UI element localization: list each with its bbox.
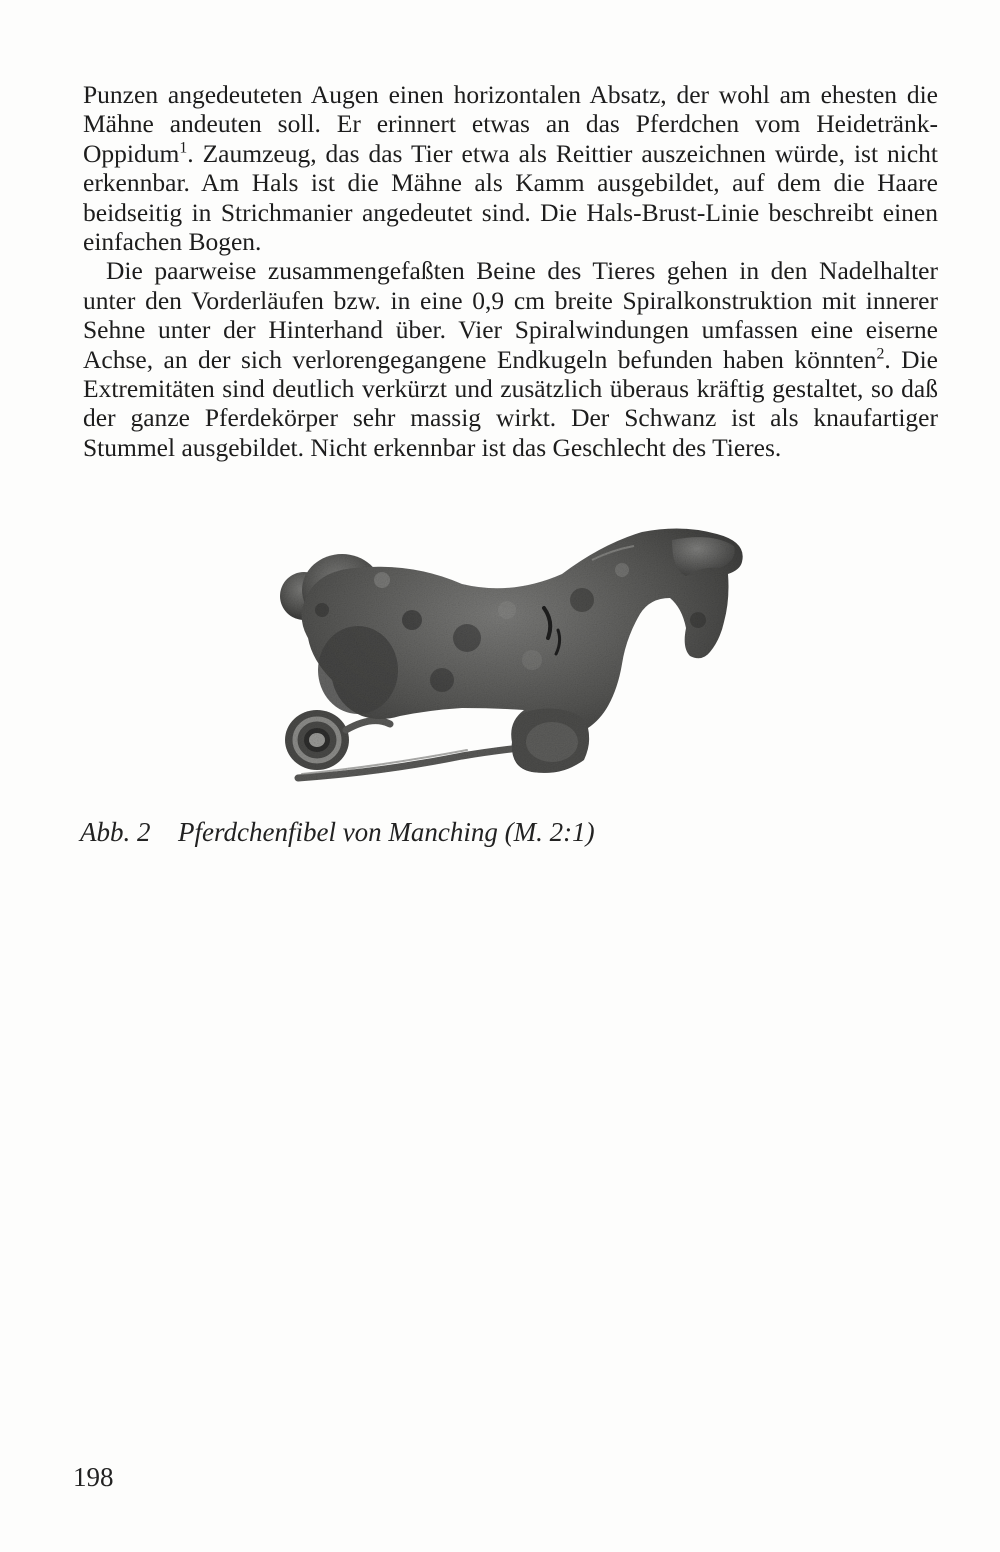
horse-fibula-illustration	[262, 510, 762, 800]
figure-caption-text: Pferdchenfibel von Manching (M. 2:1)	[178, 817, 595, 847]
footnote-marker: 1	[179, 139, 188, 157]
figure-horse-fibula-photo	[262, 510, 762, 800]
text-run: Die paarweise zusammengefaßten Beine des Tieres gehen in den Nadelhalter unter den Vorderläufen bzw. in eine 0,9 cm breite Spiralkonstruktion mit innerer Sehne unter der Hinterhand über. Vier Spiralwindungen umfassen eine eiserne Achse, an der sich verlorengegangene Endkugeln befunden haben könnten	[83, 256, 938, 374]
figure-caption	[80, 817, 595, 848]
text-run: . Zaumzeug, das das Tier etwa als Reittier auszeichnen würde, ist nicht erkennbar. Am Hals ist die Mähne als Kamm ausgebildet, auf dem die Haare beidseitig in Strichmanier angedeutet sind. Die Hals-Brust-Linie beschreibt einen einfachen Bogen.	[83, 138, 938, 257]
footnote-marker: 2	[876, 345, 885, 363]
text-run: Punzen angedeuteten Augen einen horizontalen Absatz, der wohl am ehesten die Mähne andeuten soll. Er erinnert etwas an das Pferdchen vom Heidetränk-Oppidum	[83, 80, 938, 168]
figure-label: Abb. 2	[80, 817, 151, 847]
page-number: 198	[73, 1462, 114, 1492]
body-text	[83, 80, 938, 462]
paragraph	[83, 256, 938, 462]
paragraph	[83, 80, 938, 256]
text-run: . Die Extremitäten sind deutlich verkürzt und zusätzlich überaus kräftig gestaltet, so daß der ganze Pferdekörper sehr massig wirkt. Der Schwanz ist als knaufartiger Stummel ausgebildet. Nicht erkennbar ist das Geschlecht des Tieres.	[83, 344, 938, 462]
